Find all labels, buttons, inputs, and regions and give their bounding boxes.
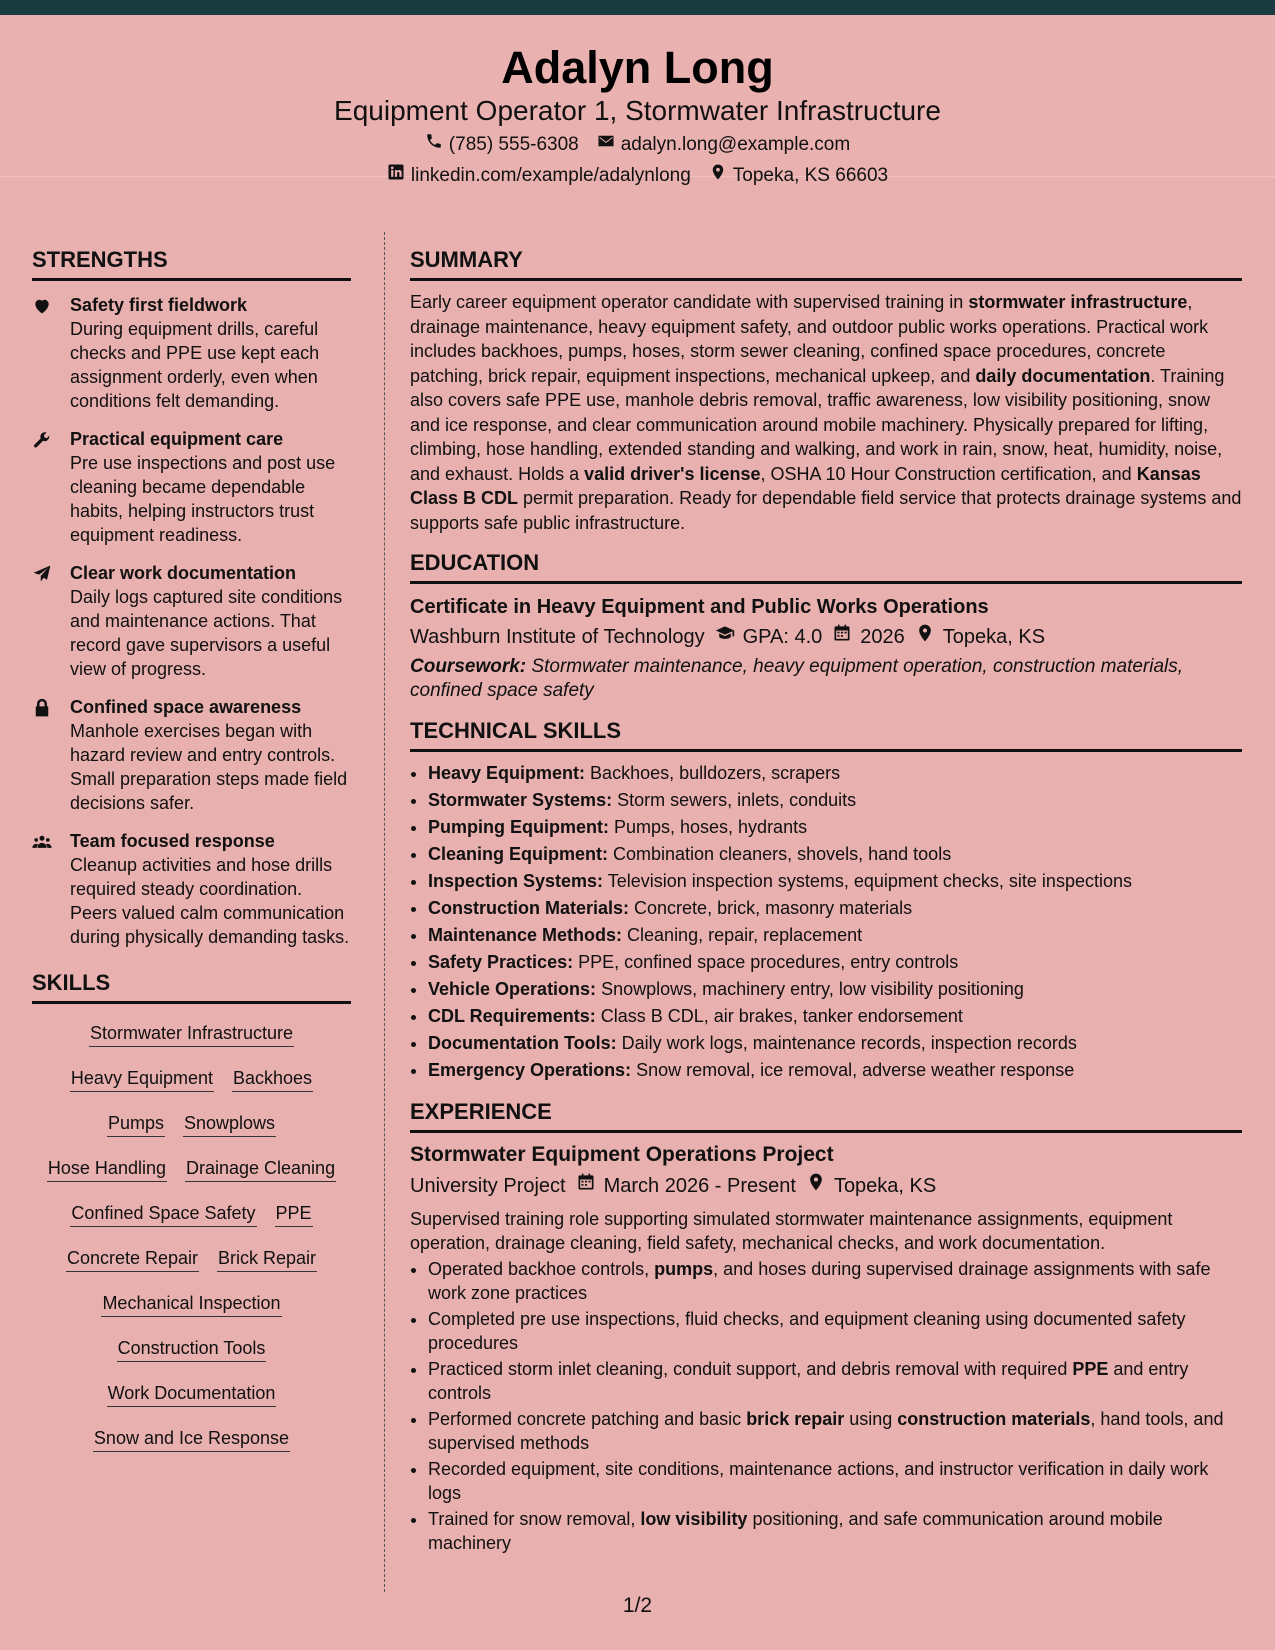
envelope-icon	[597, 129, 615, 160]
technical-skill-label: Documentation Tools:	[428, 1033, 617, 1053]
strength-body	[70, 829, 351, 949]
text-run: Early career equipment operator candidate with supervised training in	[410, 292, 969, 312]
technical-skill-item	[428, 976, 1242, 1003]
coursework	[410, 655, 1242, 703]
technical-skill-label: Maintenance Methods:	[428, 925, 623, 945]
edu-location-item	[915, 622, 1045, 652]
wrench-icon	[32, 427, 70, 547]
experience-location: Topeka, KS	[833, 1175, 937, 1197]
experience-bullet	[428, 1407, 1242, 1455]
strength-title: Confined space awareness	[70, 697, 302, 717]
year-text: 2026	[860, 626, 905, 648]
experience-org: University Project	[410, 1175, 566, 1197]
degree-title: Certificate in Heavy Equipment and Public Works Operations	[410, 596, 989, 618]
text-run: , OSHA 10 Hour Construction certification, and	[760, 463, 1137, 484]
technical-skill-item	[428, 1003, 1242, 1030]
school-name: Washburn Institute of Technology	[410, 626, 705, 648]
technical-skill-value: PPE, confined space procedures, entry controls	[573, 952, 959, 972]
map-pin-icon	[915, 622, 935, 652]
technical-skill-label: Vehicle Operations:	[428, 979, 597, 999]
strength-item	[32, 561, 351, 681]
page-number: 1/2	[622, 1594, 653, 1617]
strength-description: Daily logs captured site conditions and maintenance actions. That record gave supervisors a useful view of progress.	[70, 587, 343, 679]
graduation-cap-icon	[715, 622, 735, 652]
technical-skill-value: Backhoes, bulldozers, scrapers	[585, 763, 841, 783]
job-title: Equipment Operator 1, Stormwater Infrastructure	[334, 95, 941, 126]
technical-skill-value: Class B CDL, air brakes, tanker endorsement	[595, 1006, 963, 1026]
technical-skill-label: Stormwater Systems:	[428, 790, 613, 810]
skill-row	[32, 1057, 351, 1102]
skill-row	[32, 1372, 351, 1417]
technical-skills-section	[410, 719, 1242, 1084]
skill-row	[32, 1282, 351, 1327]
technical-skill-item	[428, 814, 1242, 841]
column-divider	[384, 232, 385, 1592]
technical-skill-value: Cleaning, repair, replacement	[622, 925, 863, 945]
linkedin-contact[interactable]	[387, 160, 691, 191]
skill-row	[32, 1237, 351, 1282]
calendar-icon	[832, 622, 852, 652]
skill-row	[32, 1327, 351, 1372]
skills-heading: SKILLS	[32, 971, 351, 1004]
experience-bullet	[428, 1307, 1242, 1355]
bold-keyword: brick repair	[746, 1409, 845, 1429]
skill-chip: Work Documentation	[107, 1383, 277, 1407]
skill-chip: Heavy Equipment	[70, 1068, 214, 1092]
lock-icon	[32, 695, 70, 815]
skill-chip: Pumps	[107, 1113, 165, 1137]
skill-chip: Backhoes	[232, 1068, 313, 1092]
technical-skill-value: Daily work logs, maintenance records, inspection records	[616, 1033, 1077, 1053]
strength-body	[70, 427, 351, 547]
skill-chip: Concrete Repair	[66, 1248, 199, 1272]
bold-keyword: valid driver's license	[584, 463, 761, 484]
experience-dates-item	[576, 1171, 796, 1201]
technical-skill-value: Snow removal, ice removal, adverse weather response	[631, 1060, 1075, 1080]
strength-item	[32, 293, 351, 413]
phone-contact	[425, 129, 579, 160]
strengths-list	[32, 293, 351, 949]
skill-row	[32, 1012, 351, 1057]
text-run: Performed concrete patching and basic	[428, 1409, 747, 1429]
technical-skill-value: Storm sewers, inlets, conduits	[612, 790, 857, 810]
technical-skills-heading: TECHNICAL SKILLS	[410, 719, 1242, 752]
linkedin-icon	[387, 160, 405, 191]
email-text[interactable]: adalyn.long@example.com	[620, 134, 851, 155]
skills-chips	[32, 1012, 351, 1462]
skill-row	[32, 1417, 351, 1462]
experience-heading: EXPERIENCE	[410, 1100, 1242, 1133]
strength-body	[70, 561, 351, 681]
skill-chip: Drainage Cleaning	[185, 1158, 336, 1182]
experience-bullet	[428, 1457, 1242, 1505]
bold-keyword: low visibility	[640, 1509, 748, 1529]
text-run: , hand tools, and supervised methods	[428, 1409, 1224, 1453]
contact-row-2	[0, 160, 1275, 191]
experience-description: Supervised training role supporting simulated stormwater maintenance assignments, equipment operation, drainage cleaning, field safety, mechanical checks, and work documentation.	[410, 1209, 1173, 1253]
coursework-text: Stormwater maintenance, heavy equipment operation, construction materials, confined space safety	[410, 656, 1184, 701]
contact-row-1	[0, 129, 1275, 160]
experience-title: Stormwater Equipment Operations Project	[410, 1143, 834, 1166]
gpa-text: GPA: 4.0	[742, 626, 823, 648]
bold-keyword: Kansas Class B CDL	[410, 463, 1201, 508]
technical-skill-item	[428, 895, 1242, 922]
experience-dates: March 2026 - Present	[603, 1175, 796, 1197]
strength-title: Practical equipment care	[70, 429, 284, 449]
technical-skill-value: Concrete, brick, masonry materials	[629, 898, 913, 918]
strength-title: Clear work documentation	[70, 563, 297, 583]
map-pin-icon	[806, 1171, 826, 1201]
phone-text: (785) 555-6308	[448, 134, 579, 155]
skill-chip: PPE	[275, 1203, 313, 1227]
bold-keyword: daily documentation	[975, 365, 1151, 386]
skill-chip: Confined Space Safety	[70, 1203, 256, 1227]
technical-skill-label: Inspection Systems:	[428, 871, 604, 891]
technical-skill-label: Heavy Equipment:	[428, 763, 586, 783]
bold-keyword: construction materials	[897, 1409, 1091, 1429]
technical-skill-item	[428, 760, 1242, 787]
location-contact	[709, 160, 888, 191]
text-run: Completed pre use inspections, fluid checks, and equipment cleaning using documented safety procedures	[428, 1309, 1186, 1353]
top-accent-bar	[0, 0, 1275, 15]
education-section	[410, 551, 1242, 703]
technical-skill-value: Combination cleaners, shovels, hand tools	[608, 844, 952, 864]
strength-item	[32, 427, 351, 547]
technical-skill-label: Safety Practices:	[428, 952, 574, 972]
text-run: permit preparation. Ready for dependable field service that protects drainage systems and supports safe public infrastructure.	[410, 488, 1242, 533]
skill-row	[32, 1102, 351, 1147]
technical-skill-label: Construction Materials:	[428, 898, 630, 918]
skill-chip: Hose Handling	[47, 1158, 167, 1182]
heart-icon	[32, 293, 70, 413]
bold-keyword: stormwater infrastructure	[968, 292, 1188, 312]
strength-title: Safety first fieldwork	[70, 295, 248, 315]
skill-chip: Mechanical Inspection	[101, 1293, 281, 1317]
experience-meta	[410, 1171, 1242, 1201]
map-pin-icon	[709, 160, 727, 191]
experience-location-item	[806, 1171, 936, 1201]
technical-skill-value: Pumps, hoses, hydrants	[608, 817, 808, 837]
right-column	[410, 248, 1242, 1557]
skill-chip: Snow and Ice Response	[93, 1428, 290, 1452]
coursework-label: Coursework:	[410, 656, 527, 677]
skill-row	[32, 1192, 351, 1237]
paper-plane-icon	[32, 561, 70, 681]
technical-skill-item	[428, 922, 1242, 949]
text-run: . Training also covers safe PPE use, manhole debris removal, traffic awareness, low visibility positioning, snow and ice response, and clear communication around mobile machinery. Physically prepared for lifting, climbing, hose handling, extended standing and walking, and work in rain, snow, heat, humidity, noise, and exhaust. Holds a	[410, 365, 1225, 484]
skill-chip: Construction Tools	[117, 1338, 267, 1362]
skill-row	[32, 1147, 351, 1192]
technical-skill-item	[428, 868, 1242, 895]
technical-skill-item	[428, 1030, 1242, 1057]
text-run: positioning, and safe communication around mobile machinery	[428, 1509, 1163, 1553]
technical-skill-label: Emergency Operations:	[428, 1060, 632, 1080]
summary-heading: SUMMARY	[410, 248, 1242, 281]
text-run: Practiced storm inlet cleaning, conduit support, and debris removal with required	[428, 1359, 1073, 1379]
experience-bullets	[410, 1257, 1242, 1555]
technical-skill-item	[428, 1057, 1242, 1084]
linkedin-text[interactable]: linkedin.com/example/adalynlong	[410, 165, 691, 186]
technical-skills-list	[410, 760, 1242, 1084]
education-meta	[410, 622, 1242, 652]
phone-icon	[425, 129, 443, 160]
strength-description: Cleanup activities and hose drills required steady coordination. Peers valued calm communication during physically demanding tasks.	[70, 855, 350, 947]
edu-location-text: Topeka, KS	[942, 626, 1046, 648]
strengths-heading: STRENGTHS	[32, 248, 351, 281]
technical-skill-item	[428, 841, 1242, 868]
technical-skill-label: Pumping Equipment:	[428, 817, 609, 837]
skill-chip: Stormwater Infrastructure	[89, 1023, 294, 1047]
strength-description: Manhole exercises began with hazard review and entry controls. Small preparation steps made field decisions safer.	[70, 721, 348, 813]
year-item	[832, 622, 905, 652]
technical-skill-label: Cleaning Equipment:	[428, 844, 608, 864]
text-run: Recorded equipment, site conditions, maintenance actions, and instructor verification in daily work logs	[428, 1459, 1209, 1503]
experience-section	[410, 1100, 1242, 1555]
education-heading: EDUCATION	[410, 551, 1242, 584]
text-run: Trained for snow removal,	[428, 1509, 641, 1529]
text-run: Operated backhoe controls,	[428, 1259, 655, 1279]
calendar-icon	[576, 1171, 596, 1201]
users-icon	[32, 829, 70, 949]
experience-bullet	[428, 1257, 1242, 1305]
strength-description: Pre use inspections and post use cleaning became dependable habits, helping instructors trust equipment readiness.	[70, 453, 336, 545]
technical-skill-value: Television inspection systems, equipment checks, site inspections	[603, 871, 1132, 891]
strength-item	[32, 829, 351, 949]
text-run: , and hoses during supervised drainage assignments with safe work zone practices	[428, 1259, 1211, 1303]
strength-body	[70, 695, 351, 815]
strength-item	[32, 695, 351, 815]
experience-bullet	[428, 1507, 1242, 1555]
bold-keyword: pumps	[654, 1259, 714, 1279]
bold-keyword: PPE	[1072, 1359, 1109, 1379]
strength-description: During equipment drills, careful checks and PPE use kept each assignment orderly, even when conditions felt demanding.	[70, 319, 320, 411]
summary-text	[410, 290, 1242, 535]
strength-title: Team focused response	[70, 831, 275, 851]
skill-chip: Snowplows	[183, 1113, 276, 1137]
left-column	[32, 248, 351, 1462]
text-run: and entry controls	[428, 1359, 1189, 1403]
technical-skill-value: Snowplows, machinery entry, low visibility positioning	[596, 979, 1024, 999]
text-run: using	[844, 1409, 898, 1429]
strength-body	[70, 293, 351, 413]
technical-skill-item	[428, 949, 1242, 976]
technical-skill-item	[428, 787, 1242, 814]
location-text: Topeka, KS 66603	[732, 165, 889, 186]
technical-skill-label: CDL Requirements:	[428, 1006, 596, 1026]
resume-header	[0, 15, 1275, 186]
email-contact[interactable]	[597, 129, 850, 160]
text-run: , drainage maintenance, heavy equipment safety, and outdoor public works operations. Practical work includes backhoes, pumps, hoses, storm sewer cleaning, confined space procedures, concrete patching, brick repair, equipment inspections, mechanical upkeep, and	[410, 292, 1209, 386]
experience-bullet	[428, 1357, 1242, 1405]
skills-section	[32, 971, 351, 1462]
gpa-item	[715, 622, 823, 652]
skill-chip: Brick Repair	[217, 1248, 317, 1272]
candidate-name: Adalyn Long	[501, 42, 774, 93]
